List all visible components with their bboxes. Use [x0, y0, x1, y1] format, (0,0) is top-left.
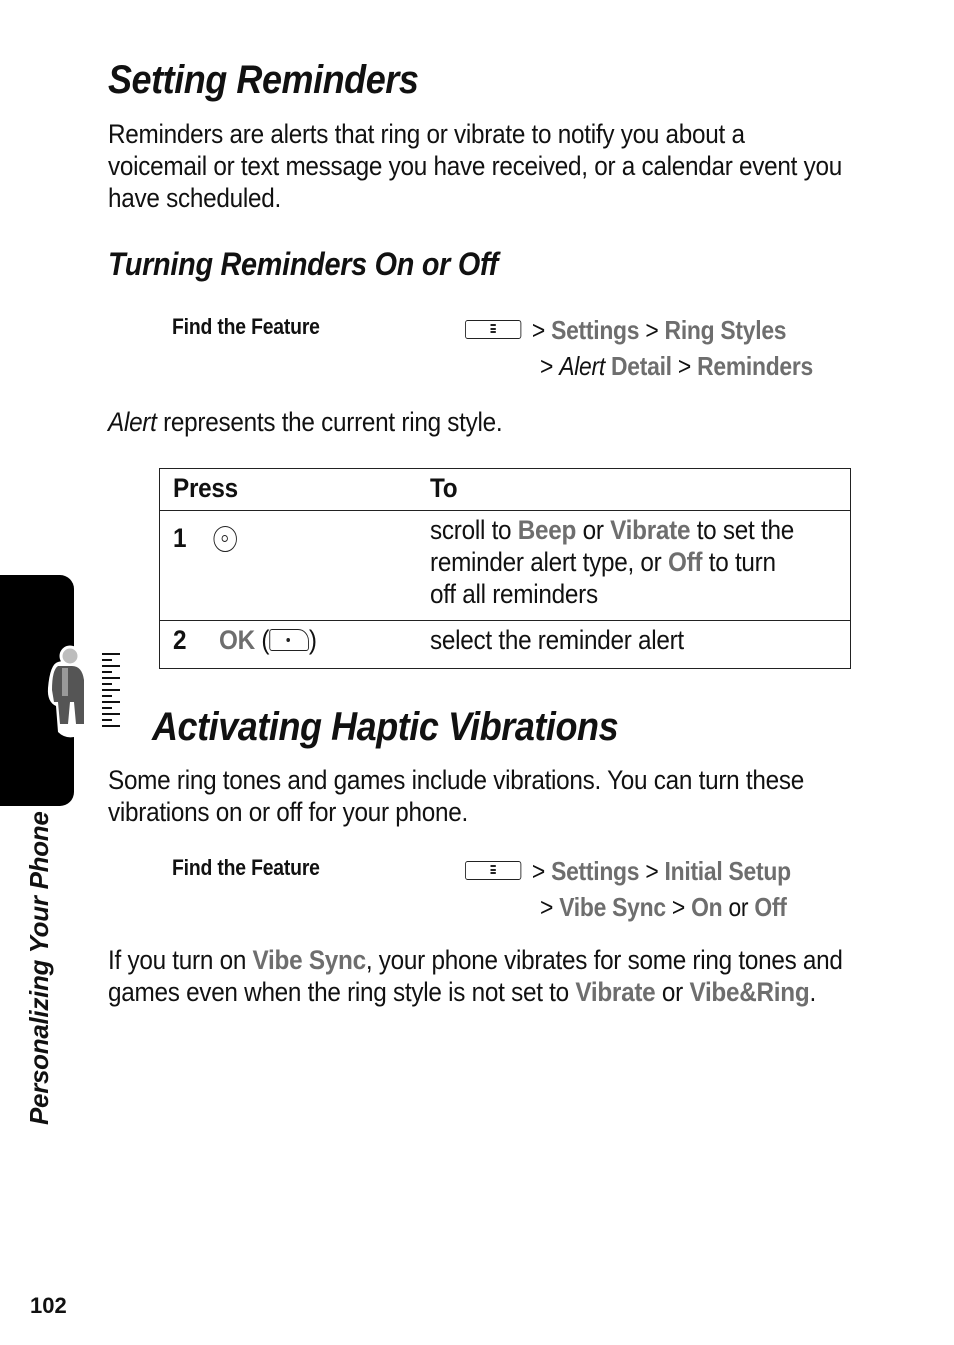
table-row: 2 OK ( ) select the reminder alert: [160, 621, 851, 669]
feature-path-line1: > Settings > Initial Setup: [465, 853, 791, 889]
section-title-haptic: Activating Haptic Vibrations: [152, 705, 619, 749]
feature-path-line2: > Vibe Sync > On or Off: [540, 892, 787, 922]
menu-key-icon: [465, 861, 521, 880]
header-to: To: [430, 473, 458, 503]
intro-paragraph: Reminders are alerts that ring or vibrate to notify you about a voicemail or text message you have received, or a calendar event you have scheduled.: [108, 119, 842, 213]
person-with-ruler-icon: [44, 640, 126, 740]
table-header-row: [160, 469, 851, 511]
ok-key-label: OK: [219, 625, 255, 655]
press-to-table: [159, 468, 851, 669]
alert-note: Alert represents the current ring style.: [108, 407, 503, 437]
find-feature-label: Find the Feature: [172, 855, 320, 880]
nav-key-icon: [213, 526, 236, 552]
chapter-side-label: Personalizing Your Phone: [24, 811, 54, 1125]
haptic-intro-paragraph: Some ring tones and games include vibrations. You can turn these vibrations on or off for your phone.: [108, 765, 804, 827]
feature-path-line2: > Alert Detail > Reminders: [540, 351, 813, 381]
step-description: select the reminder alert: [430, 625, 684, 655]
page-title: Setting Reminders: [108, 58, 419, 102]
header-press: Press: [173, 473, 238, 503]
step-number: 1: [173, 523, 187, 553]
subsection-title: Turning Reminders On or Off: [108, 246, 499, 282]
feature-path-line1: > Settings > Ring Styles: [465, 312, 786, 348]
select-key-icon: [269, 629, 309, 651]
table-row: [160, 511, 851, 621]
step-description: scroll to Beep or Vibrate to set the reminder alert type, or Off to turn off all reminders: [430, 515, 794, 609]
step-number: 2: [173, 625, 187, 655]
find-feature-label: Find the Feature: [172, 314, 320, 339]
menu-key-icon: [465, 320, 521, 339]
vibe-sync-paragraph: If you turn on Vibe Sync, your phone vibrates for some ring tones and games even when the ring style is not set to Vibrate or Vibe&Ring.: [108, 945, 843, 1007]
page-number: 102: [30, 1293, 67, 1318]
